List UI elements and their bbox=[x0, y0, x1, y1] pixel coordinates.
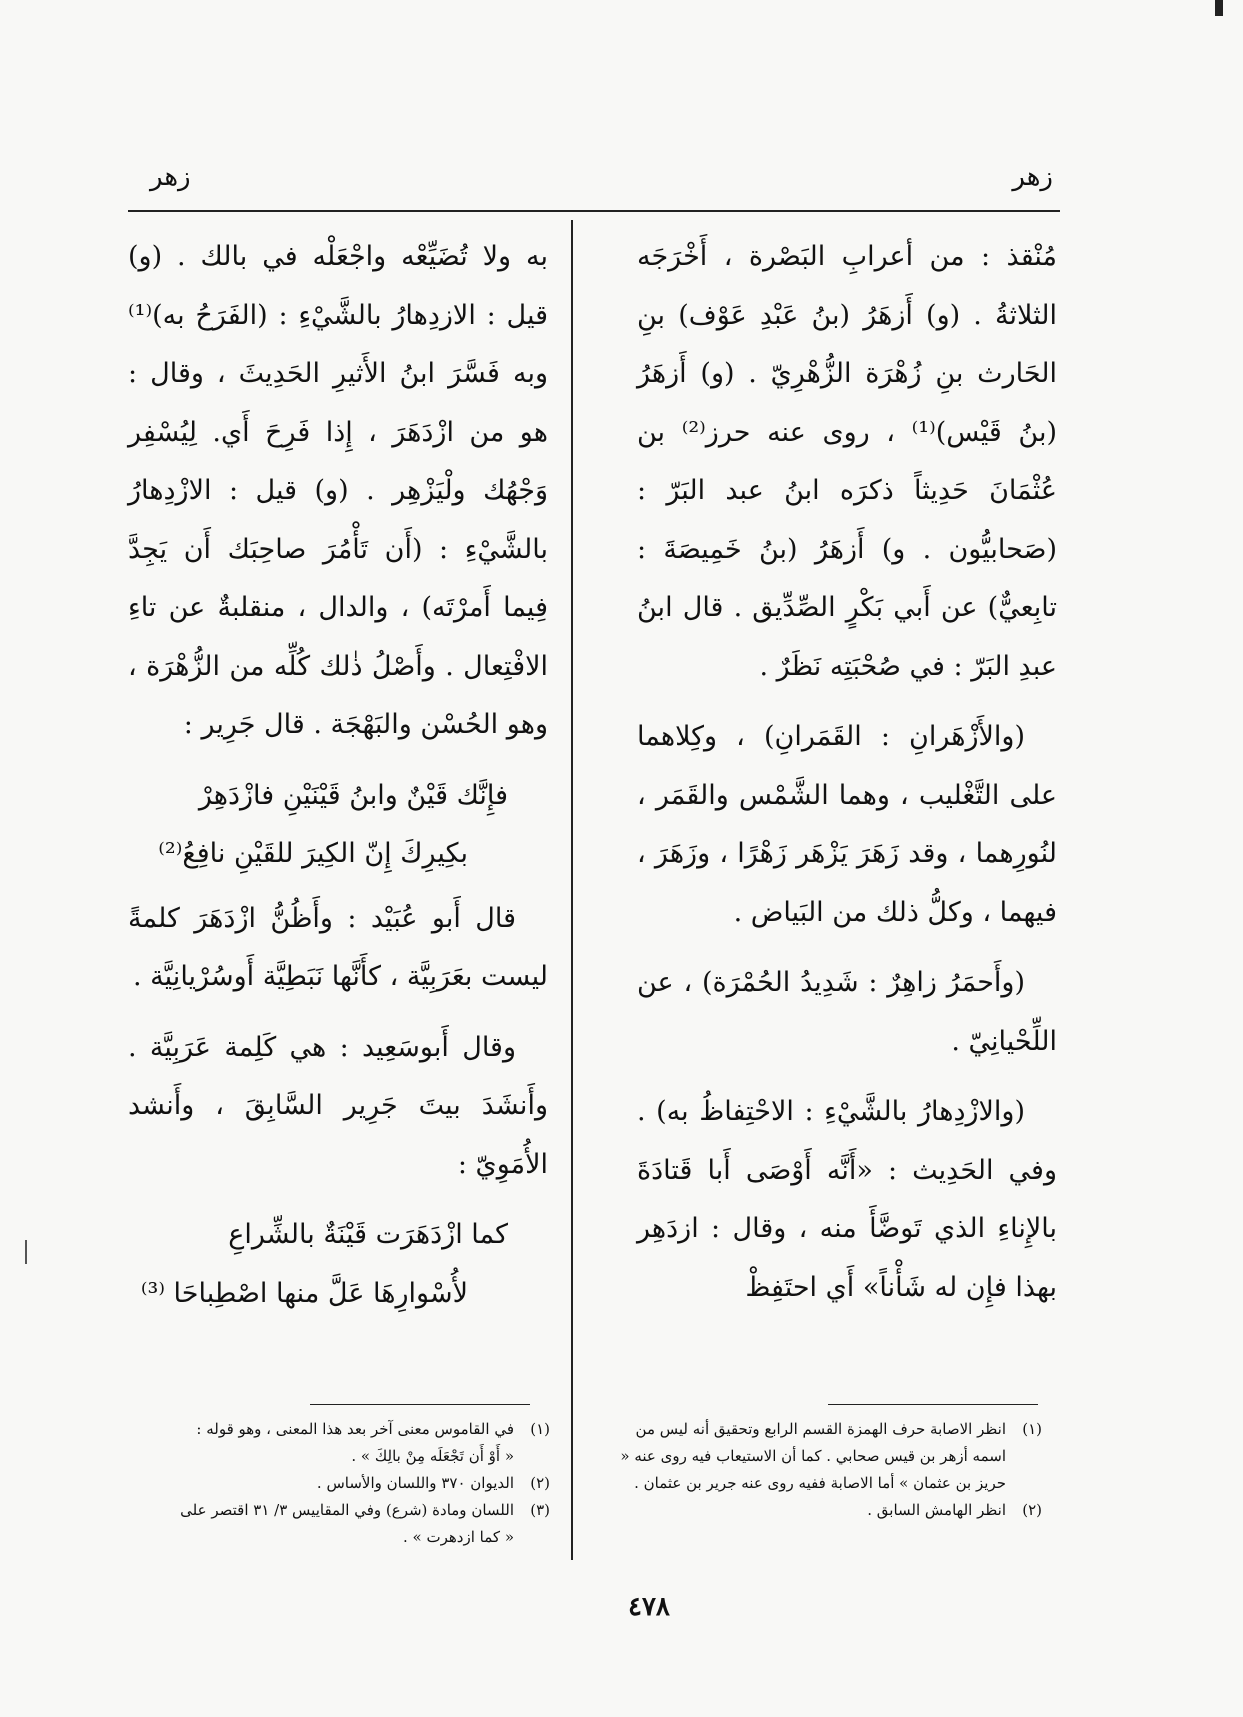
footnote-number: (٢) bbox=[1022, 1501, 1042, 1519]
footnote-text: انظر الهامش السابق . bbox=[867, 1501, 1006, 1519]
footnote-line: « كما ازدهرت » . bbox=[403, 1528, 514, 1546]
entry-paragraph: مُنْقذ : من أعرابِ البَصْرة ، أَخْرَجَه الثلاثةُ . (و) أَزهَرُ (بنُ عَبْدِ عَوْف) بنِ الحَارث بنِ زُهْرَة الزُّهْرِيّ . (و) أَزهَرُ (بنُ قَيْس)⁽¹⁾ ، روى عنه حرز⁽²⁾ بن عُثْمَانَ حَدِيثاً ذكرَه ابنُ عبد البَرّ : (صَحابيُّون . و) أَزهَرُ (بنُ خَمِيصَةَ : تابِعيٌّ) عن أَبي بَكْرٍ الصِّدِّيق . قال ابنُ عبدِ البَرّ : في صُحْبَتِه نَظَرٌ . bbox=[637, 241, 1057, 682]
entry-paragraph: وقال أَبوسَعِيد : هي كَلِمة عَرَبِيَّة . وأَنشَدَ بيتَ جَرِير السَّابِقَ ، وأَنشد الأُمَوِيّ : bbox=[128, 1031, 548, 1180]
poetry-verse bbox=[128, 767, 548, 884]
verse-hemistich: لأُسْوارِهَا عَلَّ منها اصْطِباحَا ⁽³⁾ bbox=[140, 1277, 468, 1309]
verse-hemistich: بكِيرِكَ إِنّ الكِيرَ للقَيْنِ نافِعُ⁽²⁾ bbox=[158, 838, 468, 869]
page-number: ٤٧٨ bbox=[628, 1592, 670, 1622]
entry-paragraph: قال أَبو عُبَيْد : وأَظُنُّ ازْدَهَرَ كلمةً ليست بعَرَبِيَّة ، كأَنَّها نَبَطِيَّة أَوسُرْيانِيَّة . bbox=[128, 902, 548, 992]
footnote-number: (٣) bbox=[530, 1501, 550, 1519]
footnote bbox=[612, 1497, 1042, 1524]
running-header-right: زهر bbox=[1012, 162, 1053, 192]
right-column bbox=[637, 228, 1057, 1329]
entry-paragraph: به ولا تُضَيِّعْه واجْعَلْه في بالك . (و) قيل : الازدِهارُ بالشَّيْءِ : (الفَرَحُ به)⁽¹⁾ وبه فَسَّرَ ابنُ الأَثيرِ الحَدِيثَ ، وقال : هو من ازْدَهَرَ ، إِذا فَرِحَ أَي. لِيُسْفِر وَجْهُك ولْيَزْهِر . (و) قيل : الازْدِهارُ بالشَّيْءِ : (أَن تَأْمُرَ صاحِبَك أَن يَجِدَّ فِيما أَمرْتَه) ، والدال ، منقلبةٌ عن تاءِ الافْتِعال . وأَصْلُ ذٰلك كُلِّه من الزُّهْرَة ، وهو الحُسْن والبَهْجَة . قال جَرِير : bbox=[128, 241, 548, 740]
footnotes-left bbox=[110, 1416, 550, 1551]
running-header-left: زهر bbox=[150, 162, 191, 192]
entry-paragraph: (والأَزْهَرانِ : القَمَرانِ) ، وكِلاهما على التَّغْليب ، وهما الشَّمْس والقَمَر ، لنُورِهما ، وقد زَهَرَ يَزْهَر زَهْرًا ، وزَهَرَ ، فيهما ، وكلُّ ذلك من البَياض . bbox=[637, 721, 1057, 928]
footnote-rule bbox=[310, 1404, 530, 1405]
footnotes-right bbox=[612, 1416, 1042, 1524]
verse-hemistich: كما ازْدَهَرَت قَيْنَةٌ بالشِّراعِ bbox=[228, 1219, 508, 1250]
column-divider bbox=[571, 220, 573, 1560]
footnote-rule bbox=[828, 1404, 1038, 1405]
footnote-line: اللسان ومادة (شرع) وفي المقاييس ٣/ ٣١ اقتصر على bbox=[180, 1501, 514, 1519]
entry-paragraph: (والازْدِهارُ بالشَّيْءِ : الاحْتِفاظُ به) . وفي الحَدِيث : «أَنَّه أَوْصَى أَبا قَتادَةَ بالإِناءِ الذي تَوضَّأَ منه ، وقال : ازدَهِر بهذا فإِن له شَأْناً» أَي احتَفِظْ bbox=[637, 1096, 1057, 1303]
entry-paragraph: (وأَحمَرُ زاهِرٌ : شَدِيدُ الحُمْرَة) ، عن اللِّحْيانِيّ . bbox=[637, 967, 1057, 1057]
footnote-text: انظر الاصابة حرف الهمزة القسم الرابع وتحقيق أنه ليس من اسمه أزهر بن قيس صحابي . كما أن الاستيعاب فيه روى عنه « حريز بن عثمان » أما الاصابة ففيه روى عنه جرير بن عثمان . bbox=[620, 1420, 1006, 1492]
footnote bbox=[110, 1470, 550, 1497]
left-column bbox=[128, 228, 548, 1329]
footnote-text: الديوان ٣٧٠ واللسان والأساس . bbox=[316, 1474, 514, 1492]
footnote bbox=[110, 1416, 550, 1470]
header-rule bbox=[128, 210, 1060, 212]
footnote-text bbox=[110, 1416, 514, 1470]
footnote-line: « أَوْ أَن تَجْعَلَه مِنْ بالِكَ » . bbox=[351, 1447, 514, 1465]
poetry-verse bbox=[128, 1206, 548, 1323]
margin-mark bbox=[25, 1240, 27, 1264]
footnote bbox=[612, 1416, 1042, 1497]
footnote-text bbox=[110, 1497, 514, 1551]
footnote-number: (٢) bbox=[530, 1474, 550, 1492]
footnote-line: في القاموس معنى آخر بعد هذا المعنى ، وهو قوله : bbox=[196, 1420, 514, 1438]
footnote-number: (١) bbox=[1022, 1420, 1042, 1438]
verse-hemistich: فإِنَّك قَيْنٌ وابنُ قَيْنَيْنِ فازْدَهِرْ bbox=[198, 779, 508, 811]
scan-corner-mark bbox=[1215, 0, 1223, 16]
footnote-number: (١) bbox=[530, 1420, 550, 1438]
footnote bbox=[110, 1497, 550, 1551]
